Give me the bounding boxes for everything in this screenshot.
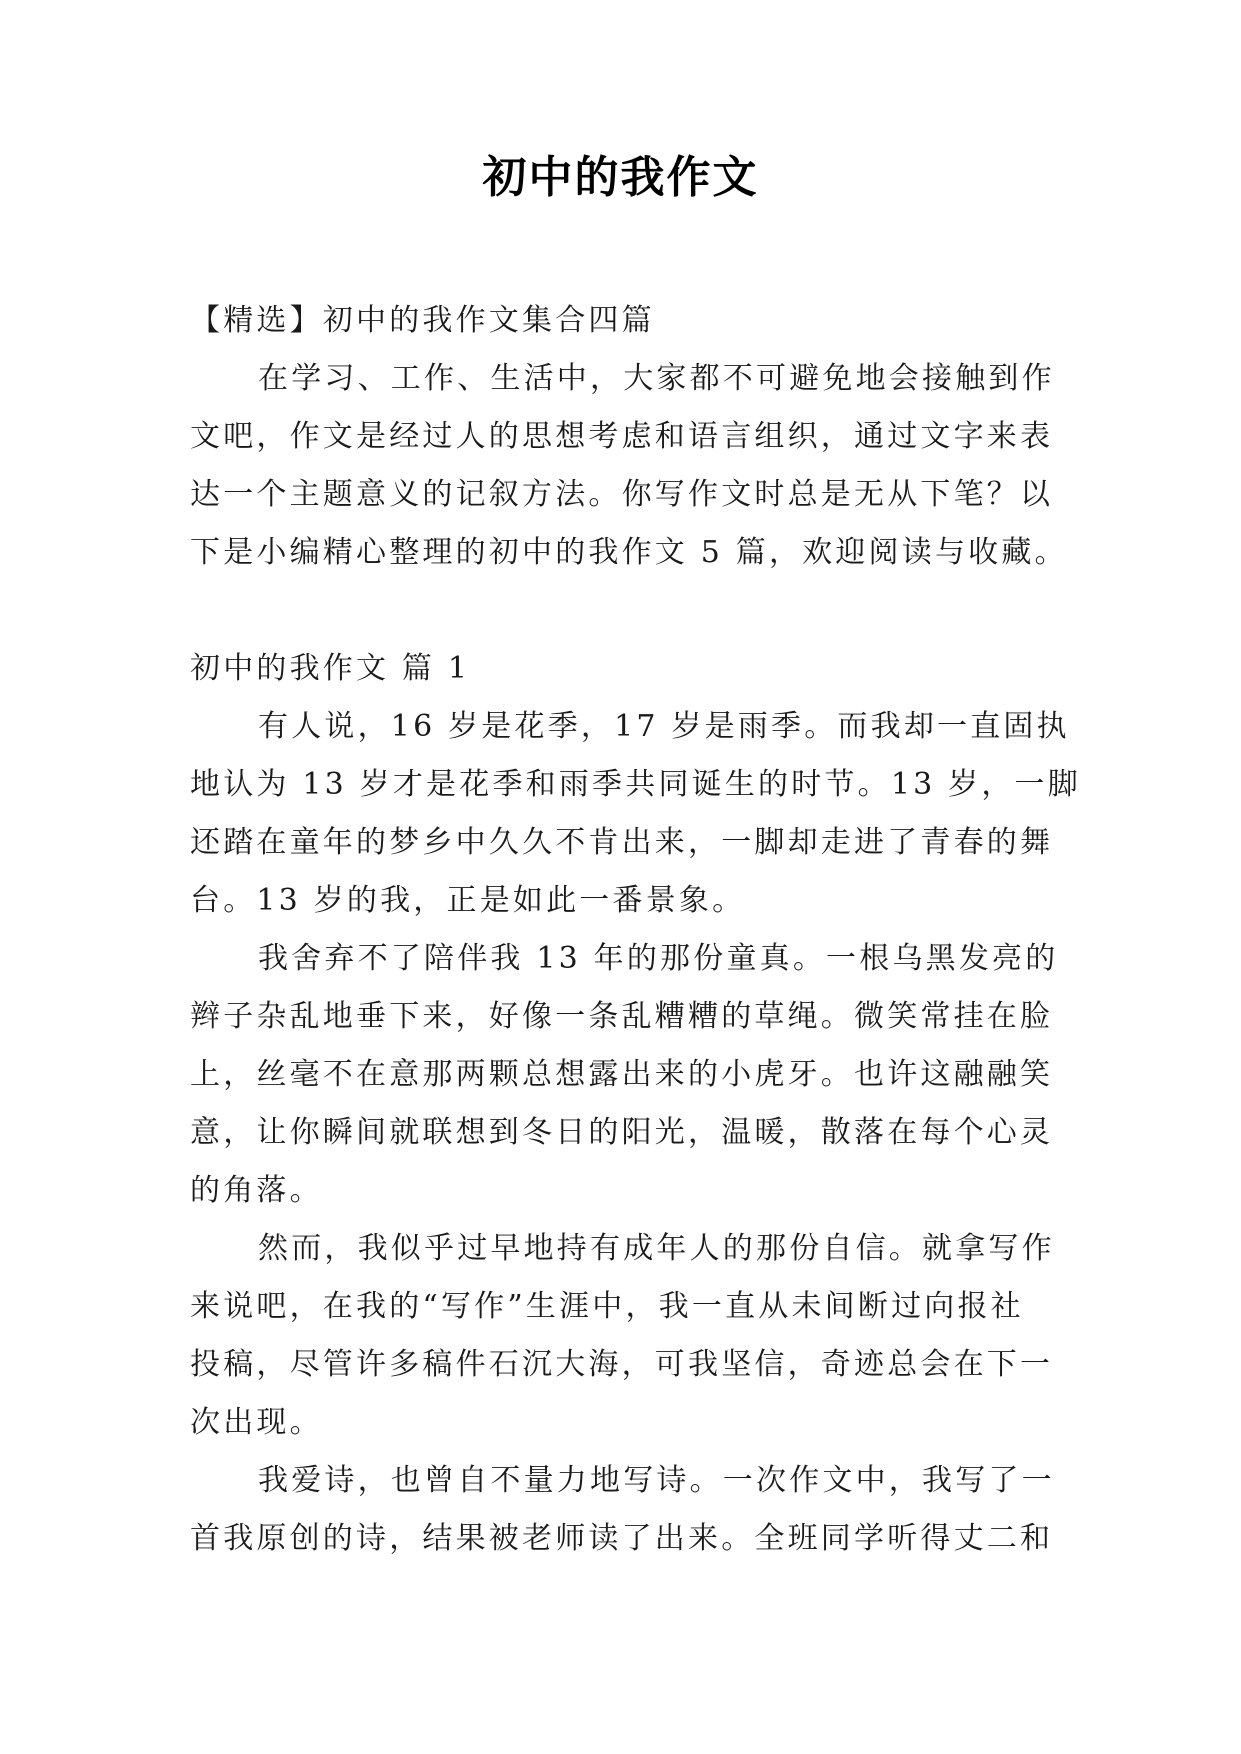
blank-line	[190, 582, 1070, 640]
paragraph-line: 然而，我似乎过早地持有成年人的那份自信。就拿写作	[258, 1231, 1055, 1266]
intro-line: 下是小编精心整理的初中的我作文 5 篇，欢迎阅读与收藏。	[190, 535, 1068, 570]
paragraph-line: 的角落。	[190, 1173, 323, 1208]
paragraph-line: 投稿，尽管许多稿件石沉大海，可我坚信，奇迹总会在下一	[190, 1347, 1054, 1382]
paragraph-line: 意，让你瞬间就联想到冬日的阳光，温暖，散落在每个心灵	[190, 1115, 1054, 1150]
document-body	[190, 292, 1081, 1568]
paragraph-line: 上，丝毫不在意那两颗总想露出来的小虎牙。也许这融融笑	[190, 1057, 1054, 1092]
intro-line: 达一个主题意义的记叙方法。你写作文时总是无从下笔？以	[190, 477, 1054, 512]
paragraph-line: 辫子杂乱地垂下来，好像一条乱糟糟的草绳。微笑常挂在脸	[190, 999, 1054, 1034]
paragraph-line: 我舍弃不了陪伴我 13 年的那份童真。一根乌黑发亮的	[258, 941, 1059, 976]
section-heading: 初中的我作文 篇 1	[190, 651, 471, 686]
paragraph-line: 次出现。	[190, 1405, 323, 1440]
intro-line: 文吧，作文是经过人的思想考虑和语言组织，通过文字来表	[190, 419, 1054, 454]
paragraph-line: 有人说，16 岁是花季，17 岁是雨季。而我却一直固执	[258, 709, 1070, 744]
paragraph-line: 首我原创的诗，结果被老师读了出来。全班同学听得丈二和	[190, 1521, 1054, 1556]
paragraph-line: 我爱诗，也曾自不量力地写诗。一次作文中，我写了一	[258, 1463, 1055, 1498]
subtitle: 【精选】初中的我作文集合四篇	[190, 303, 655, 338]
paragraph-line: 还踏在童年的梦乡中久久不肯出来，一脚却走进了青春的舞	[190, 825, 1054, 860]
paragraph-line: 台。13 岁的我，正是如此一番景象。	[190, 883, 746, 918]
paragraph-line: 地认为 13 岁才是花季和雨季共同诞生的时节。13 岁，一脚	[190, 767, 1081, 802]
intro-line: 在学习、工作、生活中，大家都不可避免地会接触到作	[258, 361, 1055, 396]
paragraph-line: 来说吧，在我的“写作”生涯中，我一直从未间断过向报社	[190, 1289, 1024, 1324]
document-title: 初中的我作文	[482, 152, 759, 203]
